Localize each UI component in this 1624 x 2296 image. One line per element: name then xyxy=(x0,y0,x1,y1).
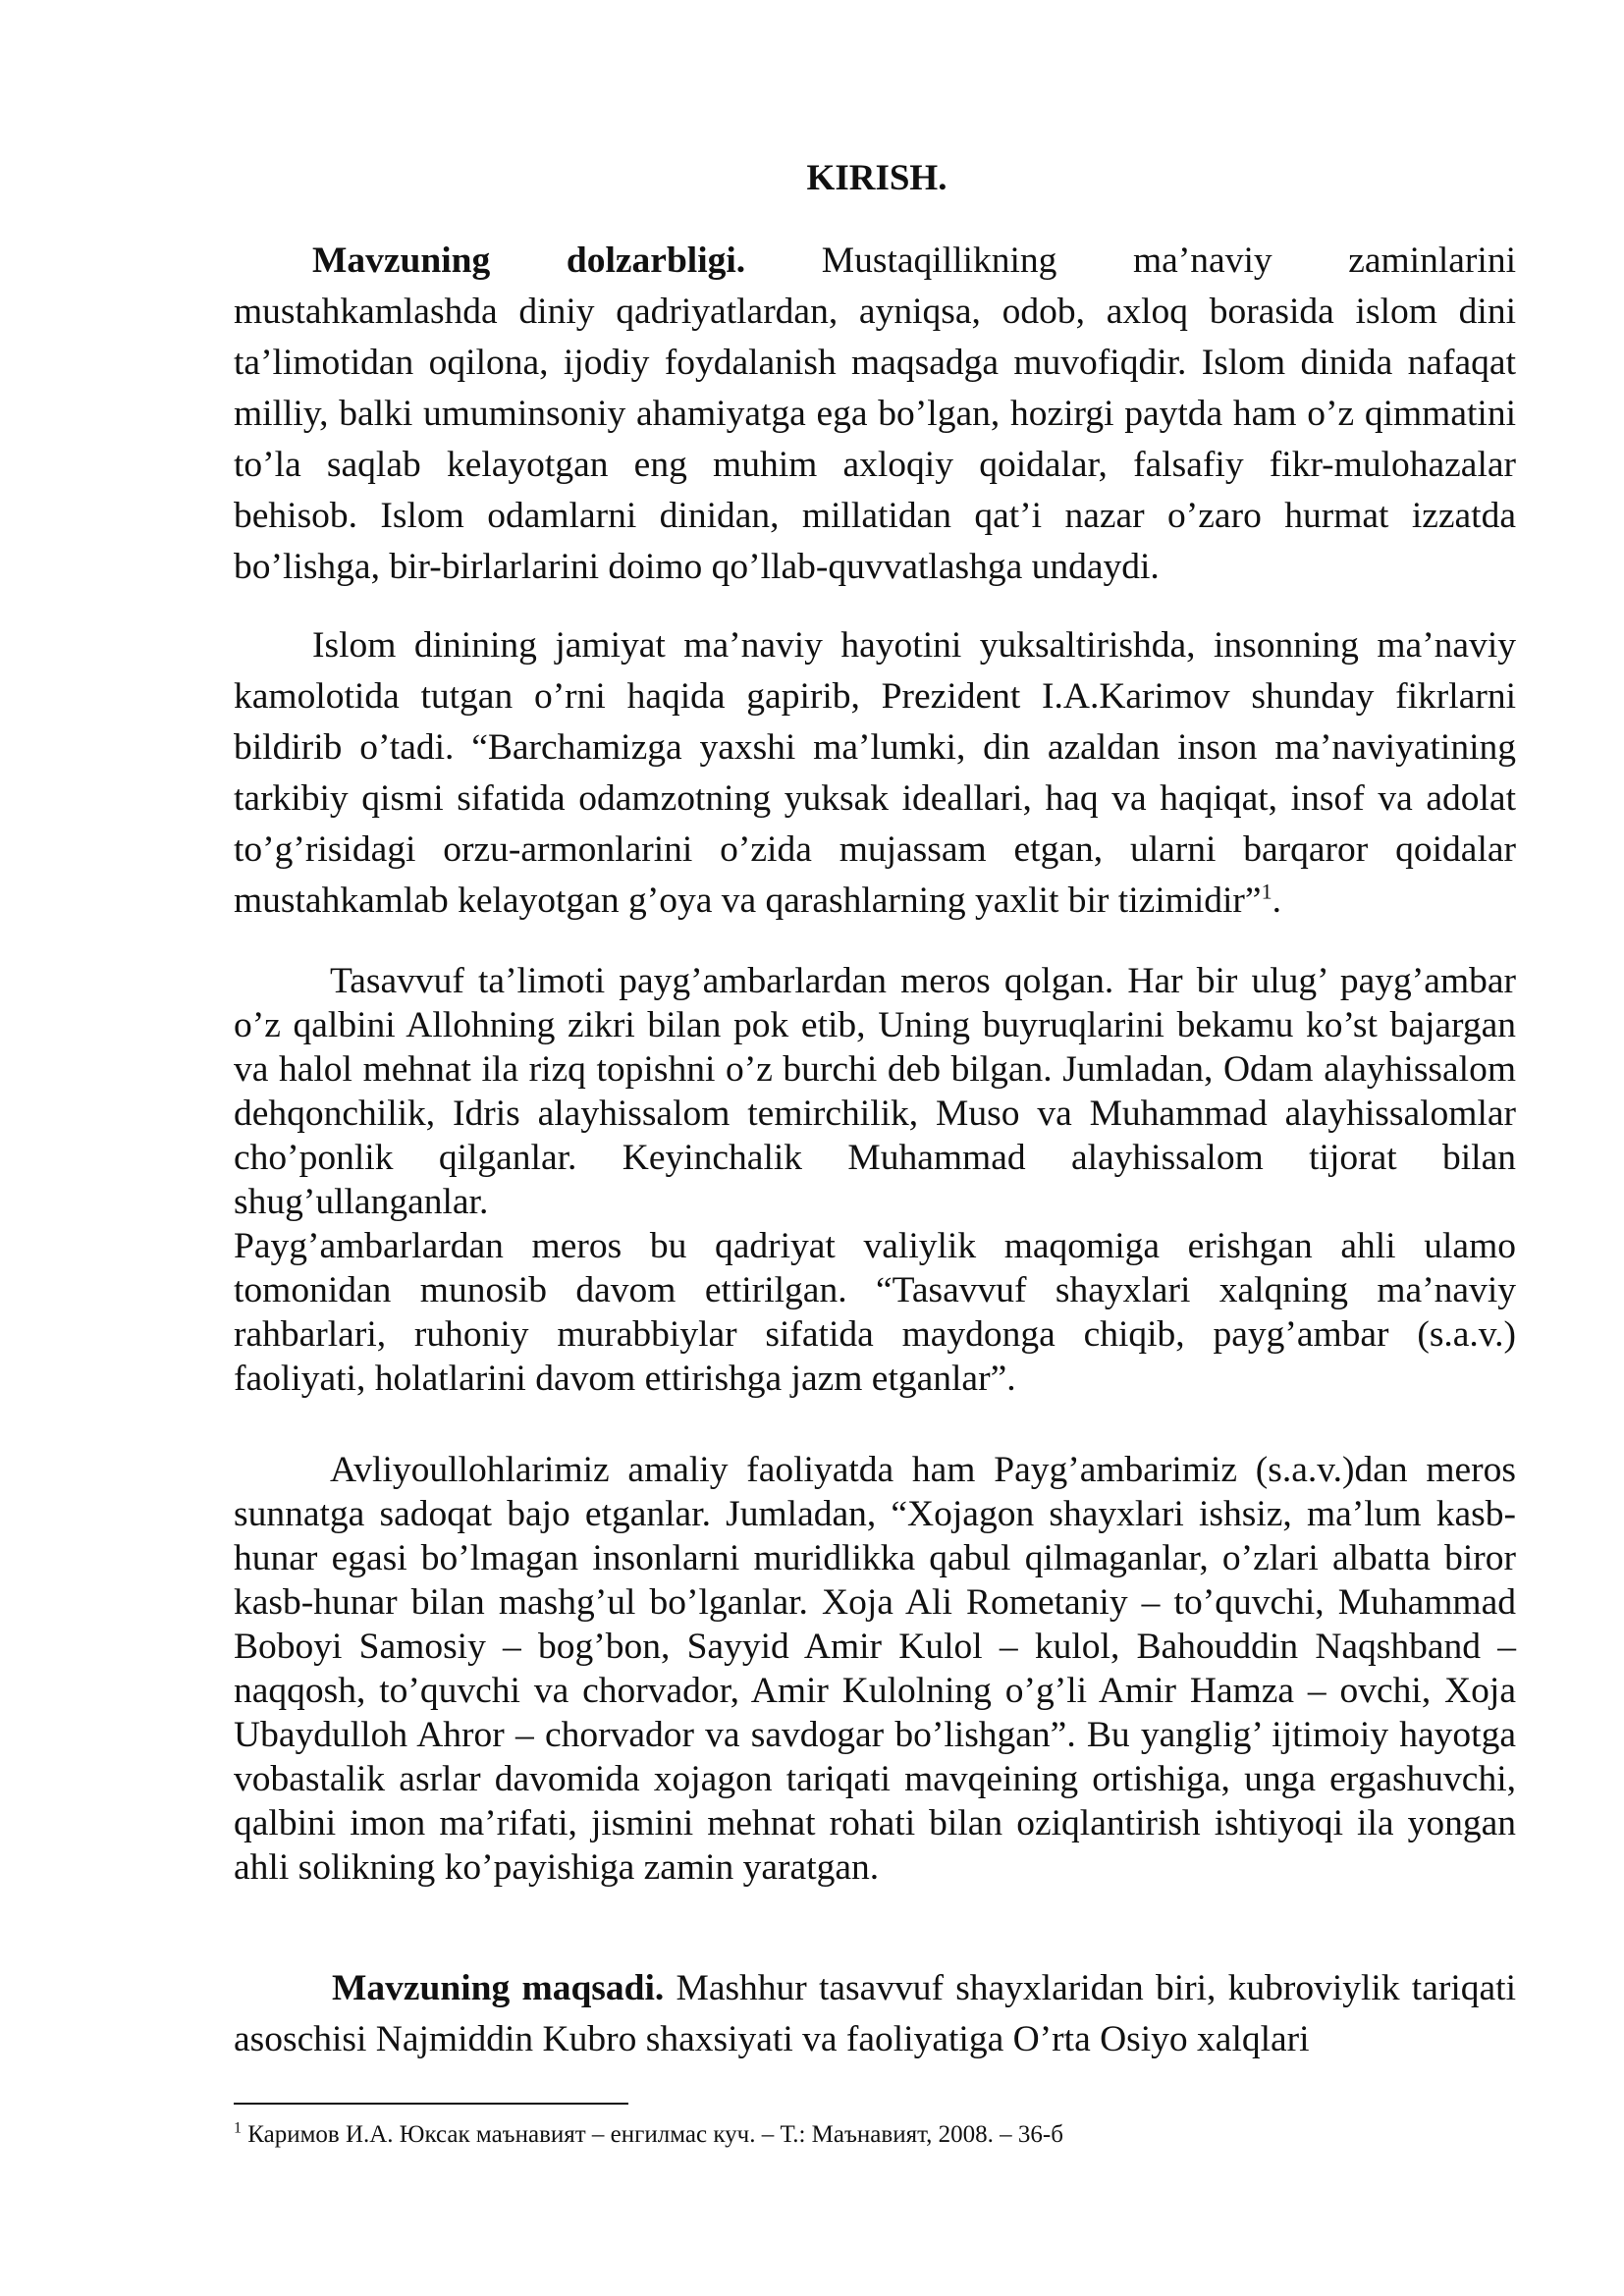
paragraph-relevance-text: Mustaqillikning ma’naviy zaminlarini mustahkamlashda diniy qadriyatlardan, ayniqsa, odob, axloq borasida islom dini ta’limotidan oqilona, ijodiy foydalanish maqsadga muvofiqdir. Islom dinida nafaqat milliy, balki umuminsoniy ahamiyatga ega bo’lgan, hozirgi paytda ham o’z qimmatini to’la saqlab kelayotgan eng muhim axloqiy qoidalar, falsafiy fikr-mulohazalar behisob. Islom odamlarni dinidan, millatidan qat’i nazar o’zaro hurmat izzatda bo’lishga, bir-birlarlarini doimo qo’llab-quvvatlashga undaydi. xyxy=(234,240,1516,587)
section-lead-relevance: Mavzuning dolzarbligi. xyxy=(312,240,746,281)
footnote xyxy=(234,2118,1516,2152)
paragraph-goal xyxy=(234,1963,1516,2065)
paragraph-relevance xyxy=(234,236,1516,593)
paragraph-president-quote-tail: . xyxy=(1272,881,1281,921)
paragraph-president-quote-text: Islom dinining jamiyat ma’naviy hayotini yuksaltirishda, insonning ma’naviy kamolotida tutgan o’rni haqida gapirib, Prezident I.A.Karimov shunday fikrlarni bildirib o’tadi. “Barchamizga yaxshi ma’lumki, din azaldan inson ma’naviyatining tarkibiy qismi sifatida odamzotning yuksak ideallari, haq va haqiqat, insof va adolat to’g’risidagi orzu-armonlarini o’zida mujassam etgan, ularni barqaror qoidalar mustahkamlab kelayotgan g’oya va qarashlarning yaxlit bir tizimidir” xyxy=(234,625,1516,921)
paragraph-tasavvuf: Tasavvuf ta’limoti payg’ambarlardan meros qolgan. Har bir ulug’ payg’ambar o’z qalbini Allohning zikri bilan pok etib, Uning buyruqlarini bekamu ko’st bajargan va halol mehnat ila rizq topishni o’z burchi deb bilgan. Jumladan, Odam alayhissalom dehqonchilik, Idris alayhissalom temirchilik, Muso va Muhammad alayhissalomlar cho’ponlik qilganlar. Keyinchalik Muhammad alayhissalom tijorat bilan shug’ullanganlar. xyxy=(234,961,1516,1222)
paragraph-president-quote xyxy=(234,620,1516,927)
footnote-number: 1 xyxy=(234,2119,242,2137)
paragraph-goal-text: Mashhur tasavvuf shayxlaridan biri, kubroviylik tariqati asoschisi Najmiddin Kubro shaxsiyati va faoliyatiga O’rta Osiyo xalqlari xyxy=(234,1968,1516,2059)
page-title: KIRISH. xyxy=(806,158,947,198)
footnote-divider xyxy=(234,2103,628,2105)
paragraph-heritage: Payg’ambarlardan meros bu qadriyat valiylik maqomiga erishgan ahli ulamo tomonidan munosib davom ettirilgan. “Tasavvuf shayxlari xalqning ma’naviy rahbarlari, ruhoniy murabbiylar sifatida maydonga chiqib, payg’ambar (s.a.v.) faoliyati, holatlarini davom ettirishga jazm etganlar”. xyxy=(234,1226,1516,1399)
paragraph-saints: Avliyoullohlarimiz amaliy faoliyatda ham Payg’ambarimiz (s.a.v.)dan meros sunnatga sadoqat bajo etganlar. Jumladan, “Xojagon shayxlari ishsiz, ma’lum kasb-hunar egasi bo’lmagan insonlarni muridlikka qabul qilmaganlar, o’zlari albatta biror kasb-hunar bilan mashg’ul bo’lganlar. Xoja Ali Rometaniy – to’quvchi, Muhammad Boboyi Samosiy – bog’bon, Sayyid Amir Kulol – kulol, Bahouddin Naqshband – naqqosh, to’quvchi va chorvador, Amir Kulolning o’g’li Amir Hamza – ovchi, Xoja Ubaydulloh Ahror – chorvador va savdogar bo’lishgan”. Bu yanglig’ ijtimoiy hayotga vobastalik asrlar davomida xojagon tariqati mavqeining ortishiga, unga ergashuvchi, qalbini imon ma’rifati, jismini mehnat rohati bilan oziqlantirish ishtiyoqi ila yongan ahli solikning ko’payishiga zamin yaratgan. xyxy=(234,1450,1516,1888)
section-lead-goal: Mavzuning maqsadi. xyxy=(332,1968,665,2008)
footnote-text: Каримов И.А. Юксак маънавият – енгилмас куч. – Т.: Маънавият, 2008. – 36-б xyxy=(242,2121,1063,2148)
footnote-reference[interactable]: 1 xyxy=(1261,879,1272,904)
